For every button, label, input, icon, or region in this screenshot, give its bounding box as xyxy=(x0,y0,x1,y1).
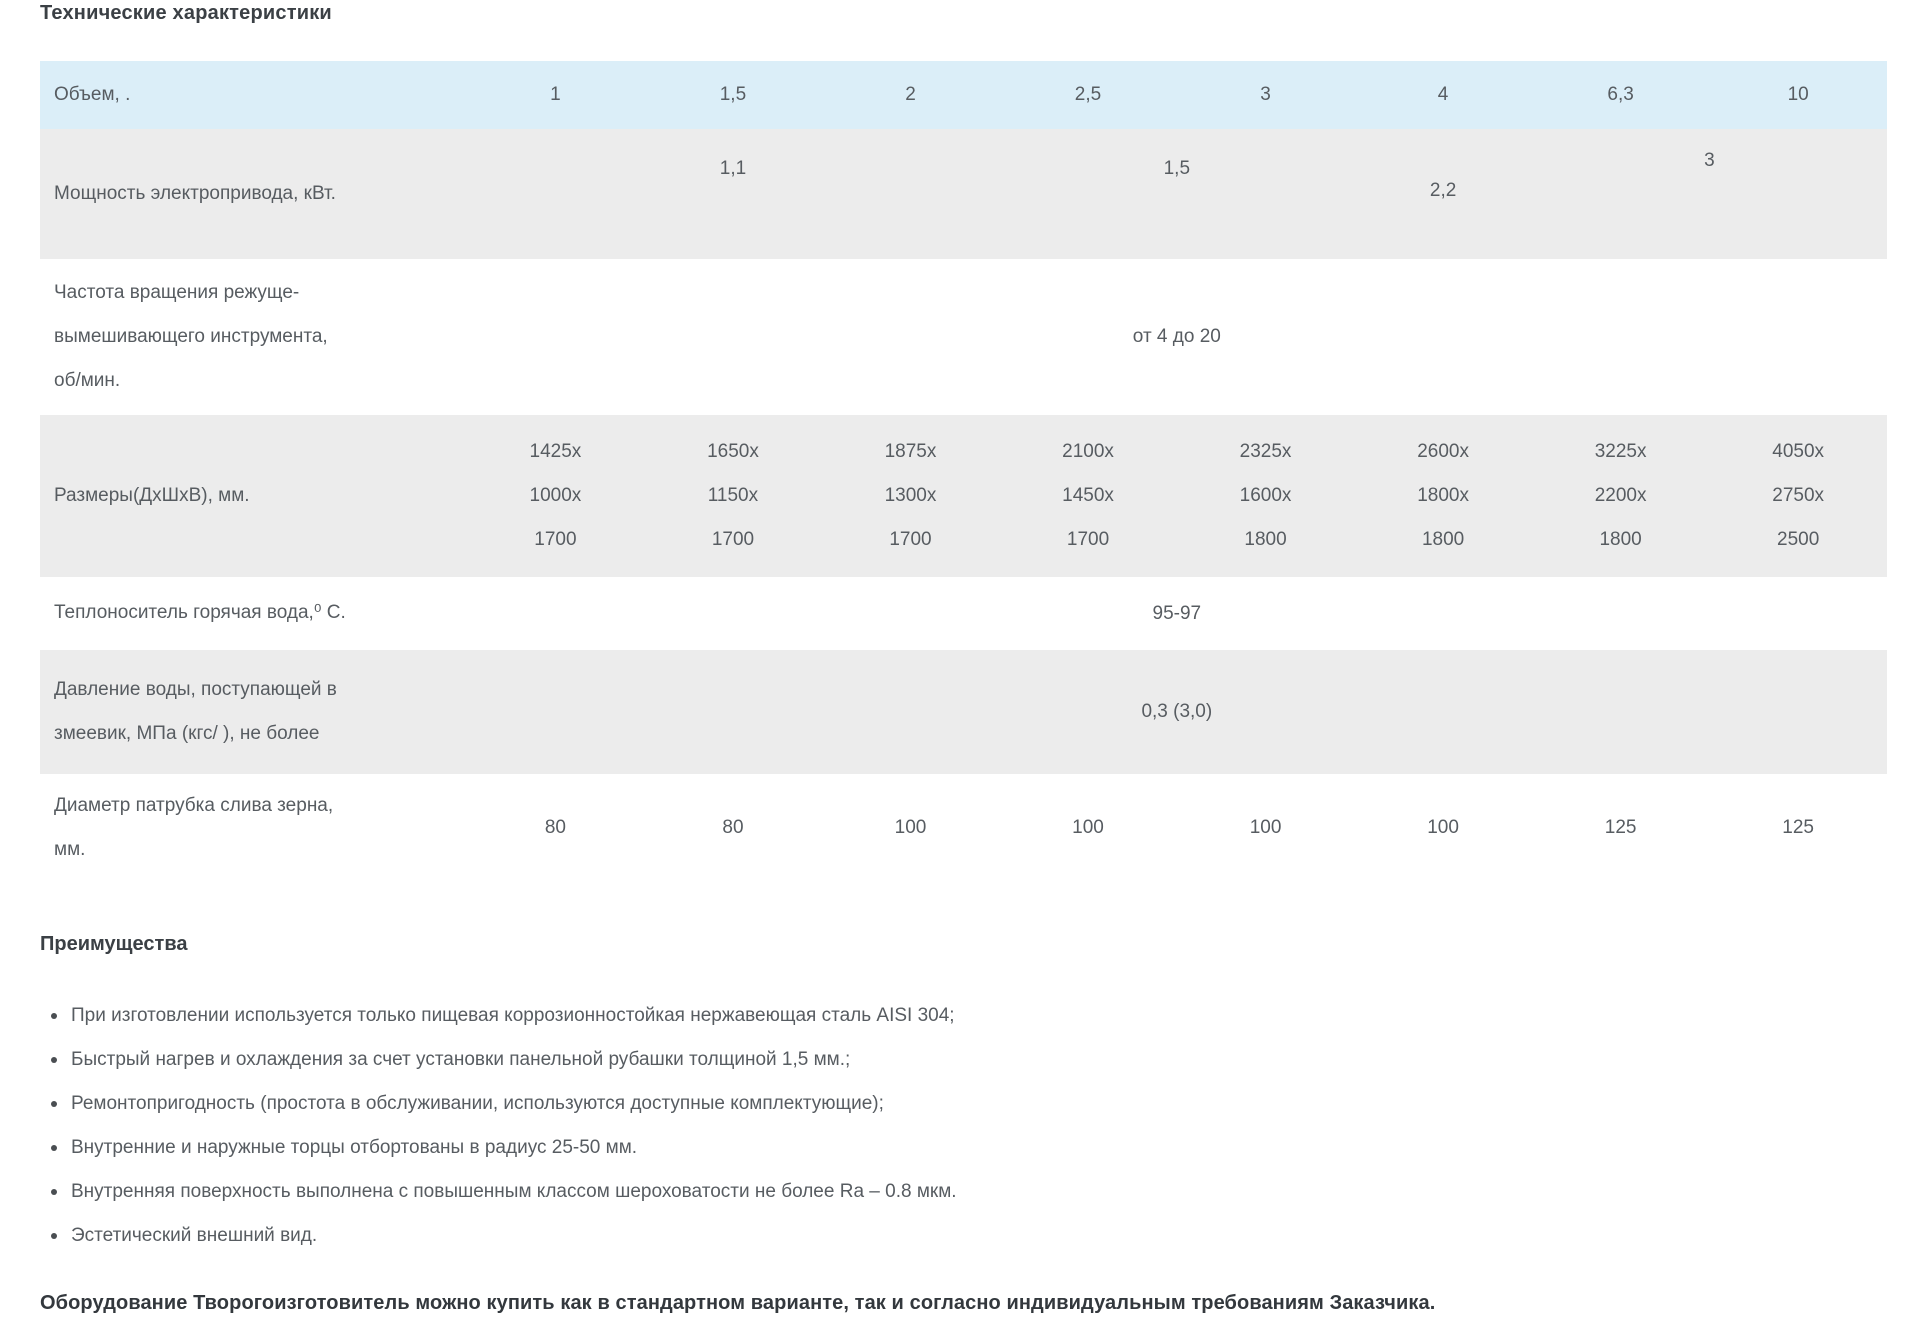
volume-value: 1 xyxy=(550,84,561,105)
label-line: мм. xyxy=(54,838,86,860)
dim-line: 1700 xyxy=(1066,529,1110,550)
list-item: Внутренние и наружные торцы отбортованы в радиус 25-50 мм. xyxy=(40,1126,1887,1170)
rotation-speed-value: от 4 до 20 xyxy=(1132,326,1221,347)
dim-line: 2500 xyxy=(1777,529,1820,550)
dim-line: 1700 xyxy=(711,529,755,550)
power-value: 2,2 xyxy=(1429,180,1457,201)
page-title: Технические характеристики xyxy=(40,2,332,24)
dim-line: 1800 xyxy=(1244,529,1287,550)
list-item: Быстрый нагрев и охлаждения за счет установки панельной рубашки толщиной 1,5 мм.; xyxy=(40,1038,1887,1082)
dim-line: 4050x xyxy=(1772,441,1825,462)
row-label-volume: Объем, . xyxy=(54,83,131,105)
dim-line: 1650x xyxy=(707,441,759,462)
dim-line: 2750x xyxy=(1772,485,1825,506)
label-line: об/мин. xyxy=(54,370,121,391)
row-label-drain-diameter xyxy=(40,784,467,872)
dim-line: 2600x xyxy=(1417,441,1469,462)
advantages-list xyxy=(40,994,1887,1258)
dim-line: 1875x xyxy=(884,441,937,462)
dim-line: 1800x xyxy=(1417,485,1469,506)
dim-line: 1800 xyxy=(1599,529,1642,550)
drain-value: 100 xyxy=(894,816,927,838)
table-row-coolant xyxy=(40,577,1887,650)
dim-line: 1425x xyxy=(529,441,582,462)
dimensions-value xyxy=(1709,430,1887,562)
coolant-value: 95-97 xyxy=(1152,602,1202,624)
dim-line: 3225x xyxy=(1594,441,1647,462)
label-line: змеевик, МПа (кгс/ ), не более xyxy=(54,723,320,744)
dim-line: 2325x xyxy=(1239,441,1292,462)
list-item: Внутренняя поверхность выполнена с повышенным классом шероховатости не более Ra – 0.8 мкм. xyxy=(40,1170,1887,1214)
dim-line: 1700 xyxy=(534,529,577,550)
dimensions-value xyxy=(999,430,1177,562)
list-item: Эстетический внешний вид. xyxy=(40,1214,1887,1258)
dim-line: 1300x xyxy=(884,485,937,506)
drain-value: 100 xyxy=(1427,816,1459,838)
drain-value: 80 xyxy=(544,816,566,838)
label-line: Частота вращения режуще- xyxy=(54,282,300,303)
dimensions-value xyxy=(467,430,645,562)
dim-line: 1000x xyxy=(529,485,582,506)
dim-line: 1700 xyxy=(889,529,932,550)
dimensions-value xyxy=(644,430,822,562)
pressure-value: 0,3 (3,0) xyxy=(1141,701,1213,722)
drain-value: 125 xyxy=(1782,816,1814,838)
volume-value: 2,5 xyxy=(1074,84,1102,105)
table-row-volume xyxy=(40,61,1887,129)
dim-line: 1600x xyxy=(1239,485,1292,506)
row-label-pressure xyxy=(40,668,467,756)
row-label-rotation-speed xyxy=(40,271,467,403)
row-label-coolant: Теплоноситель горячая вода,⁰ С. xyxy=(54,602,346,624)
power-value: 1,1 xyxy=(719,158,747,179)
dimensions-value xyxy=(1177,430,1355,562)
table-row-drain-diameter xyxy=(40,774,1887,881)
volume-value: 3 xyxy=(1260,84,1271,105)
specifications-table xyxy=(40,61,1887,881)
dimensions-value xyxy=(822,430,1000,562)
table-row-power xyxy=(40,129,1887,259)
volume-value: 6,3 xyxy=(1607,84,1634,105)
label-line: вымешивающего инструмента, xyxy=(54,326,328,347)
row-label-dimensions: Размеры(ДхШхВ), мм. xyxy=(54,484,250,506)
dim-line: 1800 xyxy=(1421,529,1465,550)
label-line: Диаметр патрубка слива зерна, xyxy=(54,794,334,816)
table-row-pressure xyxy=(40,650,1887,774)
table-row-dimensions xyxy=(40,415,1887,577)
table-row-rotation-speed xyxy=(40,259,1887,415)
advantages-title: Преимущества xyxy=(40,933,188,955)
drain-value: 80 xyxy=(722,816,744,838)
list-item: При изготовлении используется только пищевая коррозионностойкая нержавеющая сталь AISI 304; xyxy=(40,994,1887,1038)
power-value: 3 xyxy=(1704,150,1715,171)
drain-value: 100 xyxy=(1249,816,1282,838)
power-value: 1,5 xyxy=(1163,158,1191,179)
volume-value: 4 xyxy=(1437,84,1449,105)
dimensions-value xyxy=(1532,430,1710,562)
dim-line: 2200x xyxy=(1594,485,1647,506)
drain-value: 125 xyxy=(1604,816,1637,838)
volume-value: 2 xyxy=(905,84,916,105)
label-line: Давление воды, поступающей в xyxy=(54,679,337,700)
volume-value: 1,5 xyxy=(719,84,747,105)
footer-note: Оборудование Творогоизготовитель можно купить как в стандартном варианте, так и согласно индивидуальным требованиям Заказчика. xyxy=(40,1292,1436,1314)
volume-value: 10 xyxy=(1787,84,1809,105)
dim-line: 1150x xyxy=(707,485,759,506)
dimensions-value xyxy=(1354,430,1532,562)
dim-line: 1450x xyxy=(1062,485,1114,506)
drain-value: 100 xyxy=(1072,816,1104,838)
list-item: Ремонтопригодность (простота в обслуживании, используются доступные комплектующие); xyxy=(40,1082,1887,1126)
dim-line: 2100x xyxy=(1062,441,1114,462)
row-label-power: Мощность электропривода, кВт. xyxy=(54,182,336,204)
